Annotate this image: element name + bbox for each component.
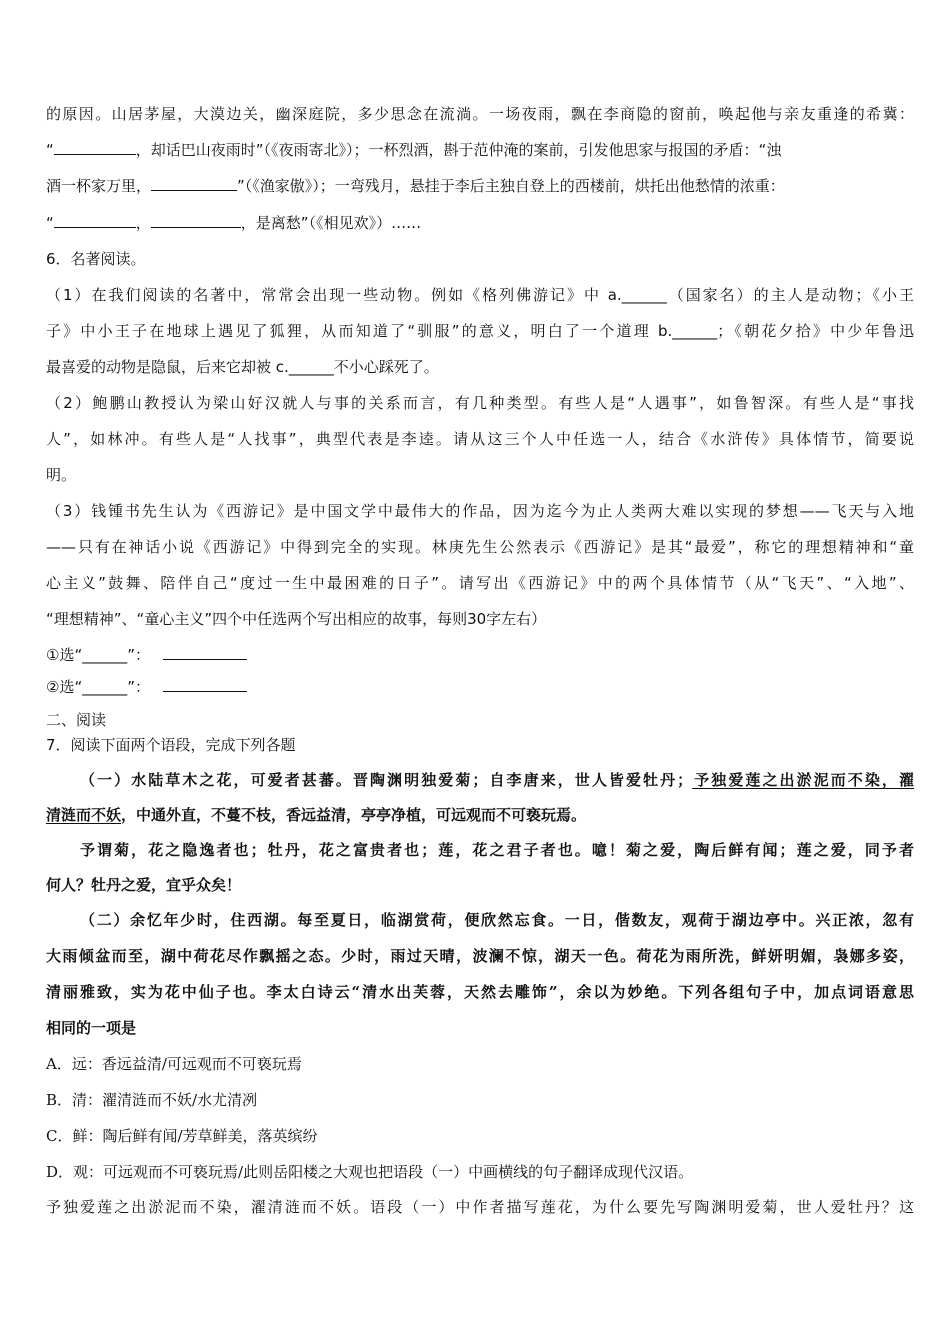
q6-p2-line-3: 明。	[46, 466, 77, 484]
q6-option-2: ②选“______”：	[46, 677, 914, 697]
q7-passage2-line-1: （二）余忆年少时，住西湖。每至夏日，临湖赏荷，便欣然忘食。一日，偕数友，观荷于湖边亭中。兴正浓，忽有	[80, 911, 914, 929]
q7-question-line: 相同的一项是	[46, 1019, 137, 1037]
q6-p2-line-2: 人”，如林冲。有些人是“人找事”，典型代表是李逵。请从这三个人中任选一人，结合《水浒传》具体情节，简要说	[46, 430, 914, 448]
answer-blank[interactable]	[163, 645, 247, 660]
answer-blank[interactable]	[54, 140, 136, 155]
q7-passage1-line-1: （一）水陆草木之花，可爱者甚蕃。晋陶渊明独爱菊；自李唐来，世人皆爱牡丹；予独爱莲之出淤泥而不染，濯	[80, 771, 914, 789]
q6-p1-line-3: 最喜爱的动物是隐鼠，后来它却被 c.______不小心踩死了。	[46, 358, 439, 376]
q7-option-d[interactable]: D．观：可远观而不可亵玩焉/此则岳阳楼之大观也把语段（一）中画横线的句子翻译成现代汉语。	[46, 1163, 694, 1181]
q7-title: 7．阅读下面两个语段，完成下列各题	[46, 736, 296, 754]
intro-line-2: “ ，却话巴山夜雨时”（《夜雨寄北》）；一杯烈酒，斟于范仲淹的案前，引发他思家与报国的矛盾：“浊	[46, 141, 782, 159]
intro-line-1: 的原因。山居茅屋，大漠边关，幽深庭院，多少思念在流淌。一场夜雨，飘在李商隐的窗前，唤起他与亲友重逢的希冀：	[46, 105, 914, 123]
q7-passage1-line-2: 清涟而不妖，中通外直，不蔓不枝，香远益清，亭亭净植，可远观而不可亵玩焉。	[46, 806, 587, 824]
q6-p1-line-2: 子》中小王子在地球上遇见了狐狸，从而知道了“驯服”的意义，明白了一个道理 b.______；《朝花夕拾》中少年鲁迅	[46, 322, 914, 340]
q7-passage2-line-3: 清丽雅致，实为花中仙子也。李太白诗云“清水出芙蓉，天然去雕饰”，余以为妙绝。下列各组句子中，加点词语意思	[46, 983, 914, 1001]
q6-p3-line-4: “理想精神”、“童心主义”四个中任选两个写出相应的故事，每则30字左右）	[46, 610, 547, 628]
q7-subquestion-line: 予独爱莲之出淤泥而不染，濯清涟而不妖。语段（一）中作者描写莲花，为什么要先写陶渊明爱菊，世人爱牡丹？这	[46, 1198, 914, 1216]
q7-option-a[interactable]: A．远：香远益清/可远观而不可亵玩焉	[46, 1055, 302, 1073]
section-heading: 二、阅读	[46, 711, 107, 729]
underlined-sentence: 清涟而不妖	[46, 806, 122, 824]
intro-line-4: “ ， ，是离愁”（《相见欢》）……	[46, 214, 422, 232]
q6-title: 6．名著阅读。	[46, 250, 146, 268]
q7-passage1-line-4: 何人？牡丹之爱，宜乎众矣！	[46, 876, 242, 894]
answer-blank[interactable]	[54, 213, 136, 228]
q6-p2-line-1: （2）鲍鹏山教授认为梁山好汉就人与事的关系而言，有几种类型。有些人是“人遇事”，如鲁智深。有些人是“事找	[46, 394, 914, 412]
answer-blank[interactable]	[151, 213, 241, 228]
q7-option-c[interactable]: C．鲜：陶后鲜有闻/芳草鲜美，落英缤纷	[46, 1127, 318, 1145]
intro-line-3: 酒一杯家万里， ”（《渔家傲》）；一弯残月，悬挂于李后主独自登上的西楼前，烘托出他愁情的浓重：	[46, 177, 785, 195]
answer-blank[interactable]	[151, 176, 237, 191]
underlined-sentence: 予独爱莲之出淤泥而不染，濯	[692, 771, 914, 789]
q7-option-b[interactable]: B．清：濯清涟而不妖/水尤清冽	[46, 1091, 258, 1109]
q6-option-1: ①选“______”：	[46, 645, 914, 665]
q7-passage1-line-3: 予谓菊，花之隐逸者也；牡丹，花之富贵者也；莲，花之君子者也。噫！菊之爱，陶后鲜有闻；莲之爱，同予者	[80, 841, 914, 859]
q6-p3-line-2: ——只有在神话小说《西游记》中得到完全的实现。林庚先生公然表示《西游记》是其“最爱”，称它的理想精神和“童	[46, 538, 914, 556]
q6-p1-line-1: （1）在我们阅读的名著中，常常会出现一些动物。例如《格列佛游记》中 a.______（国家名）的主人是动物；《小王	[46, 286, 914, 304]
q6-p3-line-3: 心主义”鼓舞、陪伴自己“度过一生中最困难的日子”。请写出《西游记》中的两个具体情节（从“飞天”、“入地”、	[46, 574, 914, 592]
answer-blank[interactable]	[163, 677, 247, 692]
q6-p3-line-1: （3）钱锺书先生认为《西游记》是中国文学中最伟大的作品，因为迄今为止人类两大难以实现的梦想——飞天与入地	[46, 502, 914, 520]
q7-passage2-line-2: 大雨倾盆而至，湖中荷花尽作飘摇之态。少时，雨过天晴，波澜不惊，湖天一色。荷花为雨所洗，鲜妍明媚，袅娜多姿，	[46, 947, 914, 965]
